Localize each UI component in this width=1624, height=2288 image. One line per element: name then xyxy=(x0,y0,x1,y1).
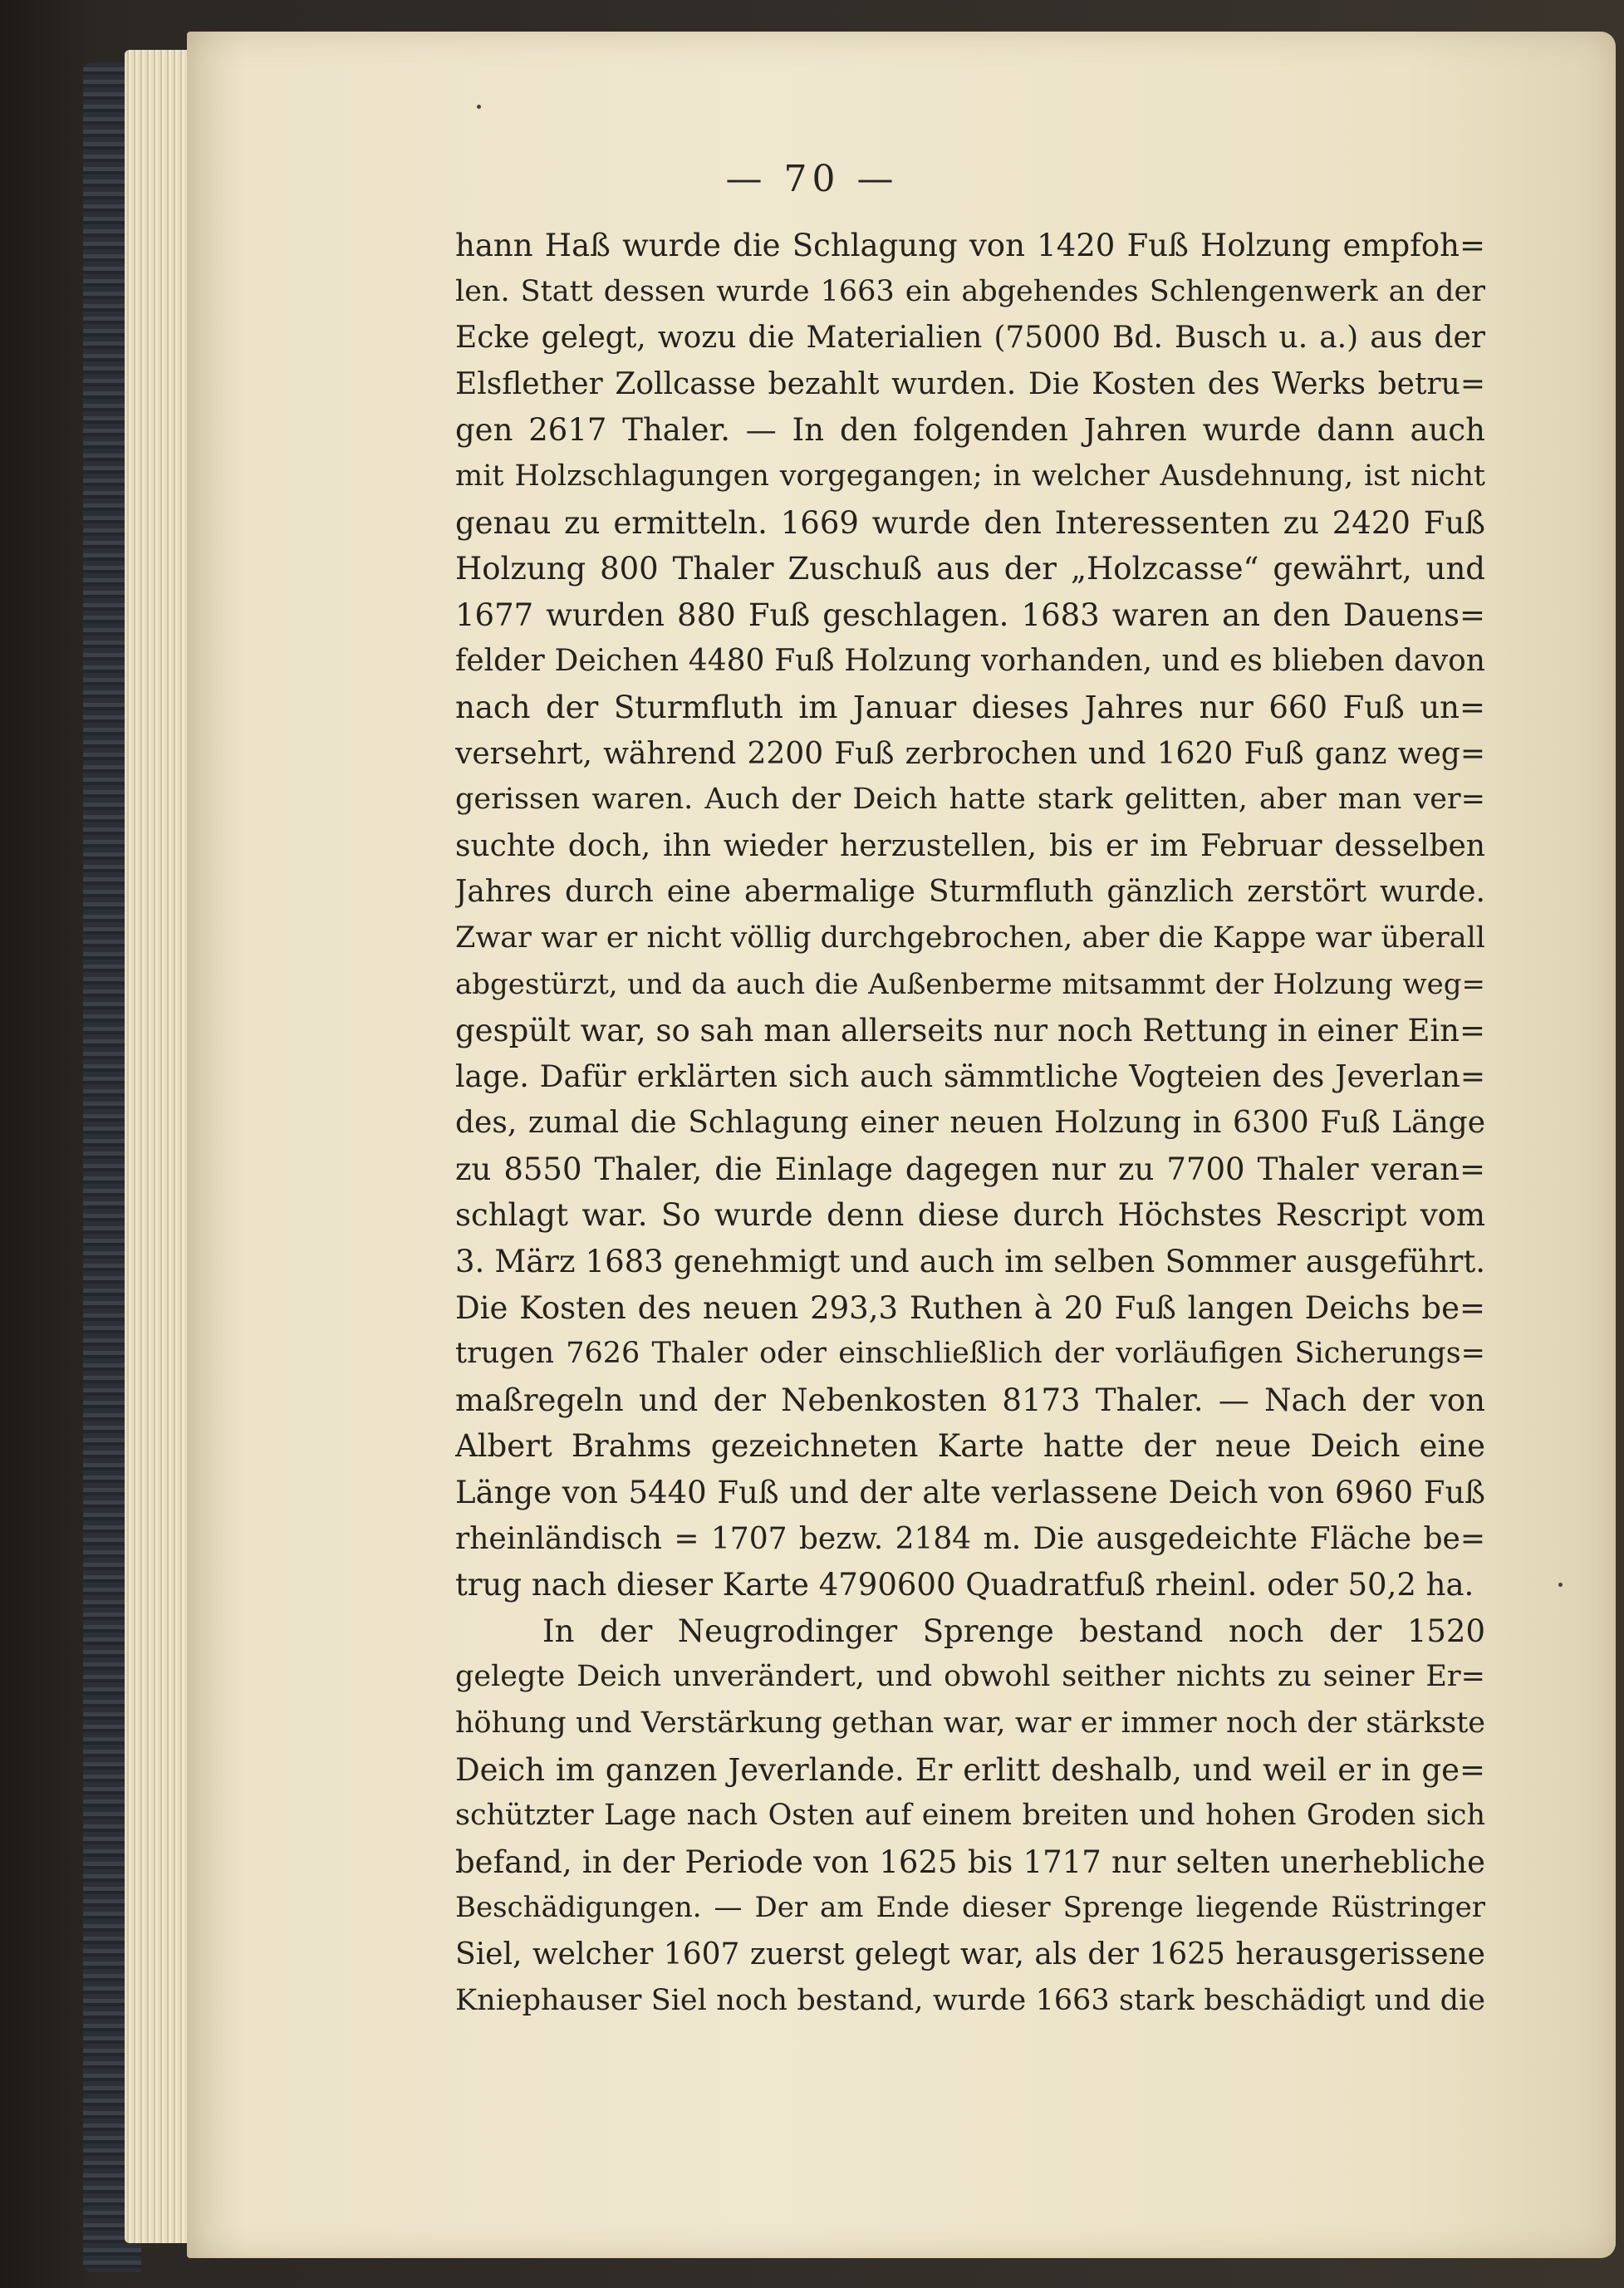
text-line: versehrt, während 2200 Fuß zerbrochen und 1620 Fuß ganz weg= xyxy=(455,736,1485,771)
margin-speck xyxy=(1558,1583,1563,1587)
text-line: Holzung 800 Thaler Zuschuß aus der „Holzcasse“ gewährt, und xyxy=(455,551,1485,587)
text-line: hann Haß wurde die Schlagung von 1420 Fuß Holzung empfoh= xyxy=(455,228,1485,263)
text-line: 1677 wurden 880 Fuß geschlagen. 1683 waren an den Dauens= xyxy=(455,597,1485,633)
text-line: mit Holzschlagungen vorgegangen; in welcher Ausdehnung, ist nicht xyxy=(455,459,1485,493)
text-line: lage. Dafür erklärten sich auch sämmtliche Vogteien des Jeverlan= xyxy=(455,1059,1485,1094)
text-line: Beschädigungen. — Der am Ende dieser Sprenge liegende Rüstringer xyxy=(455,1891,1485,1925)
text-line: gelegte Deich unverändert, und obwohl seither nichts zu seiner Er= xyxy=(455,1660,1485,1694)
text-line: Jahres durch eine abermalige Sturmfluth gänzlich zerstört wurde. xyxy=(455,875,1485,910)
text-line: Ecke gelegt, wozu die Materialien (75000 Bd. Busch u. a.) aus der xyxy=(455,321,1485,356)
text-line: suchte doch, ihn wieder herzustellen, bis er im Februar desselben xyxy=(455,828,1485,863)
text-line: höhung und Verstärkung gethan war, war er immer noch der stärkste xyxy=(455,1706,1485,1740)
body-text xyxy=(455,223,1485,2024)
text-line: zu 8550 Thaler, die Einlage dagegen nur zu 7700 Thaler veran= xyxy=(455,1151,1485,1187)
margin-speck xyxy=(477,105,481,109)
text-line: Länge von 5440 Fuß und der alte verlassene Deich von 6960 Fuß xyxy=(455,1475,1485,1511)
text-line: Albert Brahms gezeichneten Karte hatte der neue Deich eine xyxy=(455,1428,1485,1465)
text-line: Die Kosten des neuen 293,3 Ruthen à 20 Fuß langen Deichs be= xyxy=(455,1289,1485,1326)
text-line: abgestürzt, und da auch die Außenberme mitsammt der Holzung weg= xyxy=(455,967,1485,1001)
text-line: befand, in der Periode von 1625 bis 1717 nur selten unerhebliche xyxy=(455,1844,1485,1880)
paragraph-end-line: trug nach dieser Karte 4790600 Quadratfuß rheinl. oder 50,2 ha. xyxy=(455,1567,1474,1603)
text-line: 3. März 1683 genehmigt und auch im selben Sommer ausgeführt. xyxy=(455,1244,1485,1280)
text-line: Siel, welcher 1607 zuerst gelegt war, als der 1625 herausgerissene xyxy=(455,1937,1485,1971)
text-line: len. Statt dessen wurde 1663 ein abgehendes Schlengenwerk an der xyxy=(455,274,1485,308)
text-line: nach der Sturmfluth im Januar dieses Jahres nur 660 Fuß un= xyxy=(455,689,1485,725)
text-line: schlagt war. So wurde denn diese durch Höchstes Rescript vom xyxy=(455,1197,1485,1234)
text-line: gerissen waren. Auch der Deich hatte stark gelitten, aber man ver= xyxy=(455,783,1485,817)
text-line: gespült war, so sah man allerseits nur noch Rettung in einer Ein= xyxy=(455,1013,1485,1049)
paragraph-start-line: In der Neugrodinger Sprenge bestand noch der 1520 xyxy=(542,1613,1485,1649)
text-line: Elsflether Zollcasse bezahlt wurden. Die Kosten des Werks betru= xyxy=(455,366,1485,401)
text-line: des, zumal die Schlagung einer neuen Holzung in 6300 Fuß Länge xyxy=(455,1106,1485,1141)
text-line: felder Deichen 4480 Fuß Holzung vorhanden, und es blieben davon xyxy=(455,644,1485,679)
text-line: Deich im ganzen Jeverlande. Er erlitt deshalb, und weil er in ge= xyxy=(455,1751,1485,1788)
text-line: trugen 7626 Thaler oder einschließlich der vorläufigen Sicherungs= xyxy=(455,1337,1485,1371)
page-number: — 70 — xyxy=(725,158,899,200)
text-line: maßregeln und der Nebenkosten 8173 Thaler. — Nach der von xyxy=(455,1382,1485,1418)
text-line: schützter Lage nach Osten auf einem breiten und hohen Groden sich xyxy=(455,1799,1485,1833)
text-line: genau zu ermitteln. 1669 wurde den Interessenten zu 2420 Fuß xyxy=(455,504,1485,541)
text-line: Zwar war er nicht völlig durchgebrochen, aber die Kappe war überall xyxy=(455,921,1485,955)
text-line: gen 2617 Thaler. — In den folgenden Jahren wurde dann auch xyxy=(455,412,1485,449)
text-line: Kniephauser Siel noch bestand, wurde 1663 stark beschädigt und die xyxy=(455,1983,1485,2017)
text-line: rheinländisch = 1707 bezw. 2184 m. Die ausgedeichte Fläche be= xyxy=(455,1521,1485,1556)
